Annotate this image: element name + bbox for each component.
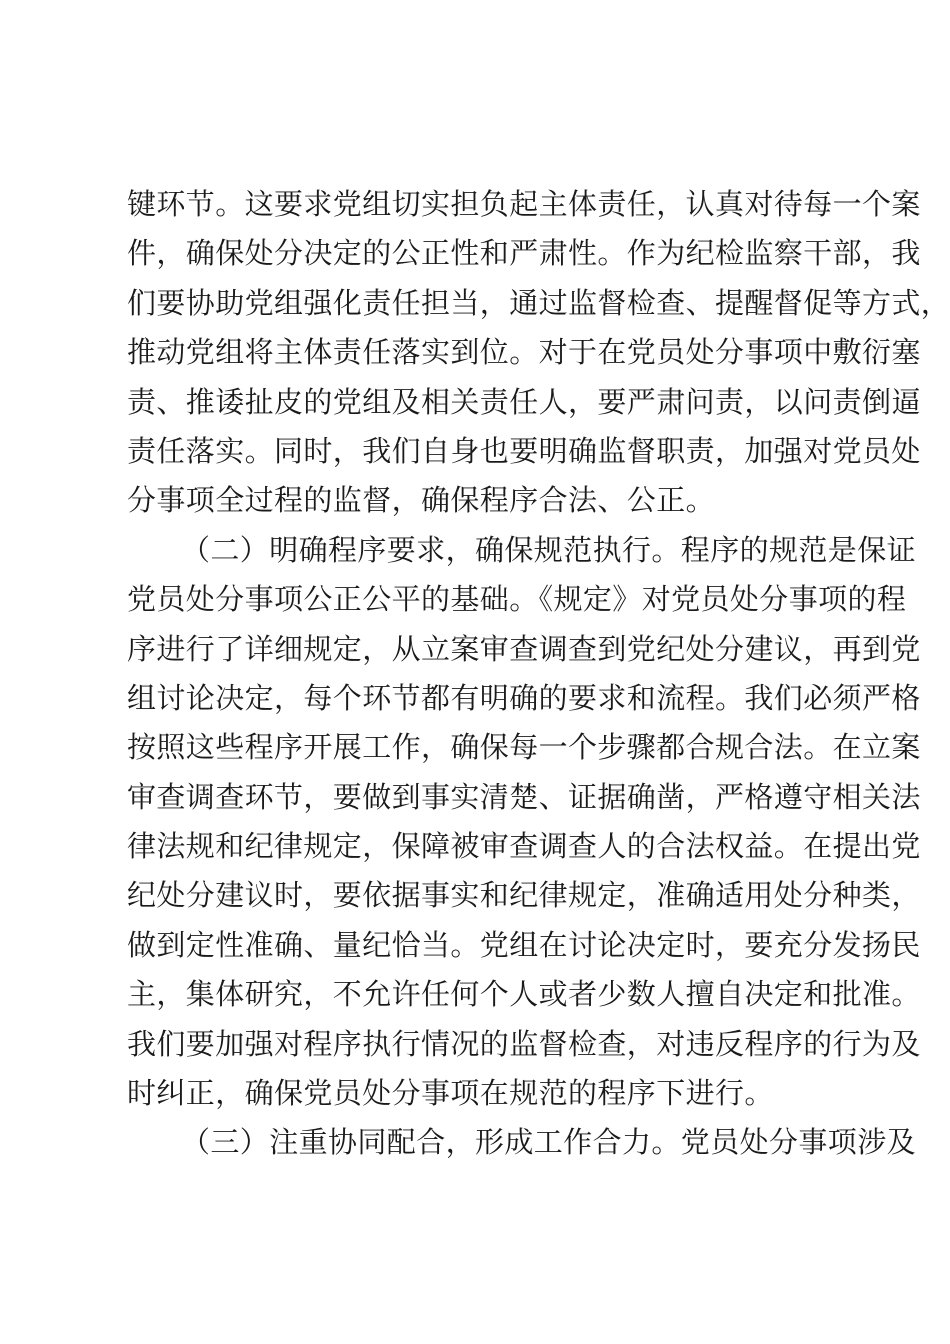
text-line: 键环节。这要求党组切实担负起主体责任，认真对待每一个案 — [127, 187, 921, 221]
paragraph-heading-2: （二）明确程序要求，确保规范执行。程序的规范是保证 — [181, 532, 917, 567]
text-line: 分事项全过程的监督，确保程序合法、公正。 — [127, 483, 716, 518]
text-line: 时纠正，确保党员处分事项在规范的程序下进行。 — [127, 1076, 774, 1111]
text-line: 推动党组将主体责任落实到位。对于在党员处分事项中敷衍塞 — [127, 335, 921, 370]
paragraph-heading-3: （三）注重协同配合，形成工作合力。党员处分事项涉及 — [181, 1125, 917, 1160]
text-line: 我们要加强对程序执行情况的监督检查，对违反程序的行为及 — [127, 1026, 921, 1061]
text-line: 序进行了详细规定，从立案审查调查到党纪处分建议，再到党 — [127, 631, 921, 666]
text-line: 组讨论决定，每个环节都有明确的要求和流程。我们必须严格 — [127, 680, 921, 715]
text-line: 责、推诿扯皮的党组及相关责任人，要严肃问责，以问责倒逼 — [127, 384, 921, 419]
body-text — [127, 180, 950, 1168]
text-line: 做到定性准确、量纪恰当。党组在讨论决定时，要充分发扬民 — [127, 927, 921, 962]
text-line: 审查调查环节，要做到事实清楚、证据确凿，严格遵守相关法 — [127, 779, 921, 814]
text-line: 件，确保处分决定的公正性和严肃性。作为纪检监察干部，我 — [127, 236, 921, 271]
text-line: 纪处分建议时，要依据事实和纪律规定，准确适用处分种类， — [127, 878, 921, 913]
text-line: 律法规和纪律规定，保障被审查调查人的合法权益。在提出党 — [127, 829, 921, 864]
text-line: 主，集体研究，不允许任何个人或者少数人擅自决定和批准。 — [127, 977, 921, 1012]
text-line: 党员处分事项公正公平的基础。《规定》对党员处分事项的程 — [127, 582, 907, 617]
text-line: 们要协助党组强化责任担当，通过监督检查、提醒督促等方式， — [127, 285, 950, 320]
text-line: 按照这些程序开展工作，确保每一个步骤都合规合法。在立案 — [127, 730, 921, 765]
text-line: 责任落实。同时，我们自身也要明确监督职责，加强对党员处 — [127, 433, 921, 468]
